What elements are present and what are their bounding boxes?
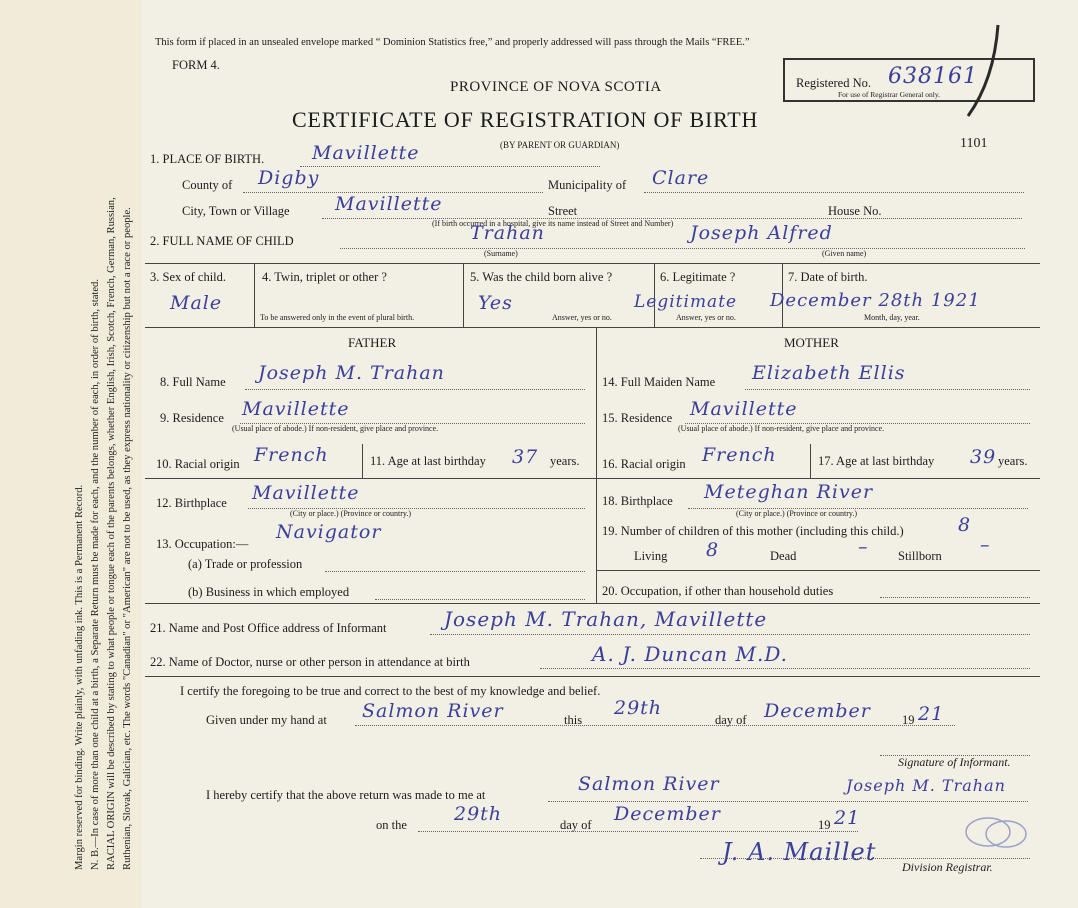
legitimate-label: 6. Legitimate ? xyxy=(660,270,736,284)
return-year-prefix: 19 xyxy=(818,818,831,832)
mother-years-label: years. xyxy=(998,454,1028,468)
father-birthplace-note: (City or place.) (Province or country.) xyxy=(290,509,411,518)
on-the-label: on the xyxy=(376,818,407,832)
mother-birthplace-note: (City or place.) (Province or country.) xyxy=(736,509,857,518)
mother-racial-value: French xyxy=(702,444,777,466)
father-residence-label: 9. Residence xyxy=(160,411,224,425)
trade-label: (a) Trade or profession xyxy=(188,557,303,571)
stamp-number: 1101 xyxy=(960,136,988,151)
children-value: 8 xyxy=(958,514,972,536)
page-subtitle: (BY PARENT OR GUARDIAN) xyxy=(500,140,620,150)
given-name-caption: (Given name) xyxy=(822,249,867,258)
child-surname: Trahan xyxy=(470,222,545,244)
hospital-note: (If birth occurred in a hospital, give its name instead of Street and Number) xyxy=(432,219,674,228)
registered-number: 638161 xyxy=(888,64,978,89)
mother-racial-label: 16. Racial origin xyxy=(602,457,686,471)
page-title: CERTIFICATE OF REGISTRATION OF BIRTH xyxy=(292,107,759,132)
sex-label: 3. Sex of child. xyxy=(150,270,227,284)
county-label: County of xyxy=(182,178,233,192)
street-label: Street xyxy=(548,204,578,218)
alive-label: 5. Was the child born alive ? xyxy=(470,270,613,284)
stillborn-value: – xyxy=(980,534,991,556)
mother-age-label: 17. Age at last birthday xyxy=(818,454,935,468)
check-mark xyxy=(960,20,1010,120)
father-racial-label: 10. Racial origin xyxy=(156,457,240,471)
margin-instructions-4: Ruthenian, Slovak, Galician, etc. The words "Canadian" or "American" are not to be used, as they express nationality or citizenship but not a race or people. xyxy=(122,207,133,870)
doctor-label: 22. Name of Doctor, nurse or other person in attendance at birth xyxy=(150,655,470,669)
margin-instructions-1: Margin reserved for binding. Write plainly, with unfading ink. This is a Permanent Record. xyxy=(74,484,85,870)
municipality-value: Clare xyxy=(652,167,710,189)
stillborn-label: Stillborn xyxy=(898,549,942,563)
child-given-name: Joseph Alfred xyxy=(690,222,833,244)
father-residence-value: Mavillette xyxy=(242,398,350,420)
living-value: 8 xyxy=(706,539,720,561)
place-of-birth-value: Mavillette xyxy=(312,142,420,164)
father-occupation-value: Navigator xyxy=(276,521,382,543)
mother-residence-label: 15. Residence xyxy=(602,411,673,425)
given-place: Salmon River xyxy=(362,700,504,722)
given-label: Given under my hand at xyxy=(206,713,327,727)
informant-signature-label: Signature of Informant. xyxy=(898,755,1011,769)
registrar-stamp-mark xyxy=(960,812,1032,854)
return-day: 29th xyxy=(454,803,503,825)
father-years-label: years. xyxy=(550,454,580,468)
surname-caption: (Surname) xyxy=(484,249,518,258)
informant-label: 21. Name and Post Office address of Informant xyxy=(150,621,387,635)
father-age-label: 11. Age at last birthday xyxy=(370,454,486,468)
father-age-value: 37 xyxy=(512,446,539,468)
house-number-label: House No. xyxy=(828,204,882,218)
margin-instructions-3: RACIAL ORIGIN will be described by stating to what people or tongue each of the parents belongs, whether English, Irish, Scotch, French, German, Russian, xyxy=(106,197,117,870)
dayof-label: day of xyxy=(715,713,747,727)
return-year: 21 xyxy=(834,807,861,829)
dead-value: – xyxy=(858,536,869,558)
father-name-label: 8. Full Name xyxy=(160,375,226,389)
given-day: 29th xyxy=(614,697,663,719)
registrar-note: For use of Registrar General only. xyxy=(838,90,940,99)
alive-value: Yes xyxy=(478,292,513,314)
mother-age-value: 39 xyxy=(970,446,997,468)
form-number: FORM 4. xyxy=(172,58,220,72)
birth-date-note: Month, day, year. xyxy=(864,313,920,322)
father-occupation-label: 13. Occupation:— xyxy=(156,537,249,551)
informant-signature: Joseph M. Trahan xyxy=(846,776,1006,795)
father-heading: FATHER xyxy=(348,335,397,350)
postal-note: This form if placed in an unsealed envelope marked “ Dominion Statistics free,” and properly addressed will pass through the Mails “FREE.” xyxy=(155,37,750,48)
children-label: 19. Number of children of this mother (including this child.) xyxy=(602,524,904,538)
mother-residence-value: Mavillette xyxy=(690,398,798,420)
this-label: this xyxy=(564,713,583,727)
return-dayof-label: day of xyxy=(560,818,592,832)
municipality-label: Municipality of xyxy=(548,178,627,192)
province-heading: PROVINCE OF NOVA SCOTIA xyxy=(450,79,662,95)
legitimate-note: Answer, yes or no. xyxy=(676,313,736,322)
return-place: Salmon River xyxy=(578,773,720,795)
mother-name-value: Elizabeth Ellis xyxy=(752,362,906,384)
place-of-birth-label: 1. PLACE OF BIRTH. xyxy=(150,152,265,166)
registered-label: Registered No. xyxy=(796,76,871,90)
living-label: Living xyxy=(634,549,668,563)
margin-instructions-2: N. B.—In case of more than one child at a birth, a Separate Return must be made for each, and the number of each, in order of birth, stated. xyxy=(90,279,101,870)
division-registrar-label: Division Registrar. xyxy=(902,860,993,874)
return-month: December xyxy=(614,803,721,825)
father-birthplace-label: 12. Birthplace xyxy=(156,496,227,510)
return-label: I hereby certify that the above return was made to me at xyxy=(206,788,486,802)
binding-margin xyxy=(0,0,142,908)
mother-occupation-label: 20. Occupation, if other than household duties xyxy=(602,584,834,598)
registrar-signature: J. A. Maillet xyxy=(722,838,877,866)
legitimate-value: Legitimate xyxy=(634,292,738,312)
given-month: December xyxy=(764,700,871,722)
business-label: (b) Business in which employed xyxy=(188,585,350,599)
dead-label: Dead xyxy=(770,549,797,563)
informant-value: Joseph M. Trahan, Mavillette xyxy=(444,607,768,631)
mother-heading: MOTHER xyxy=(784,335,839,350)
father-birthplace-value: Mavillette xyxy=(252,482,360,504)
alive-note: Answer, yes or no. xyxy=(552,313,612,322)
father-residence-note: (Usual place of abode.) If non-resident, give place and province. xyxy=(232,424,439,433)
father-racial-value: French xyxy=(254,444,329,466)
mother-residence-note: (Usual place of abode.) If non-resident, give place and province. xyxy=(678,424,885,433)
mother-birthplace-value: Meteghan River xyxy=(704,481,874,503)
twin-note: To be answered only in the event of plural birth. xyxy=(260,313,415,322)
city-value: Mavillette xyxy=(335,193,443,215)
twin-label: 4. Twin, triplet or other ? xyxy=(262,270,387,284)
certify-statement: I certify the foregoing to be true and correct to the best of my knowledge and belief. xyxy=(180,684,601,698)
birth-date-value: December 28th 1921 xyxy=(770,290,981,311)
given-year: 21 xyxy=(918,703,945,725)
mother-name-label: 14. Full Maiden Name xyxy=(602,375,716,389)
county-value: Digby xyxy=(258,167,320,189)
sex-value: Male xyxy=(170,292,223,314)
birth-date-label: 7. Date of birth. xyxy=(788,270,868,284)
child-name-label: 2. FULL NAME OF CHILD xyxy=(150,234,294,248)
mother-birthplace-label: 18. Birthplace xyxy=(602,494,673,508)
doctor-value: A. J. Duncan M.D. xyxy=(592,642,789,666)
father-name-value: Joseph M. Trahan xyxy=(258,362,445,384)
city-label: City, Town or Village xyxy=(182,204,290,218)
year-prefix: 19 xyxy=(902,713,915,727)
